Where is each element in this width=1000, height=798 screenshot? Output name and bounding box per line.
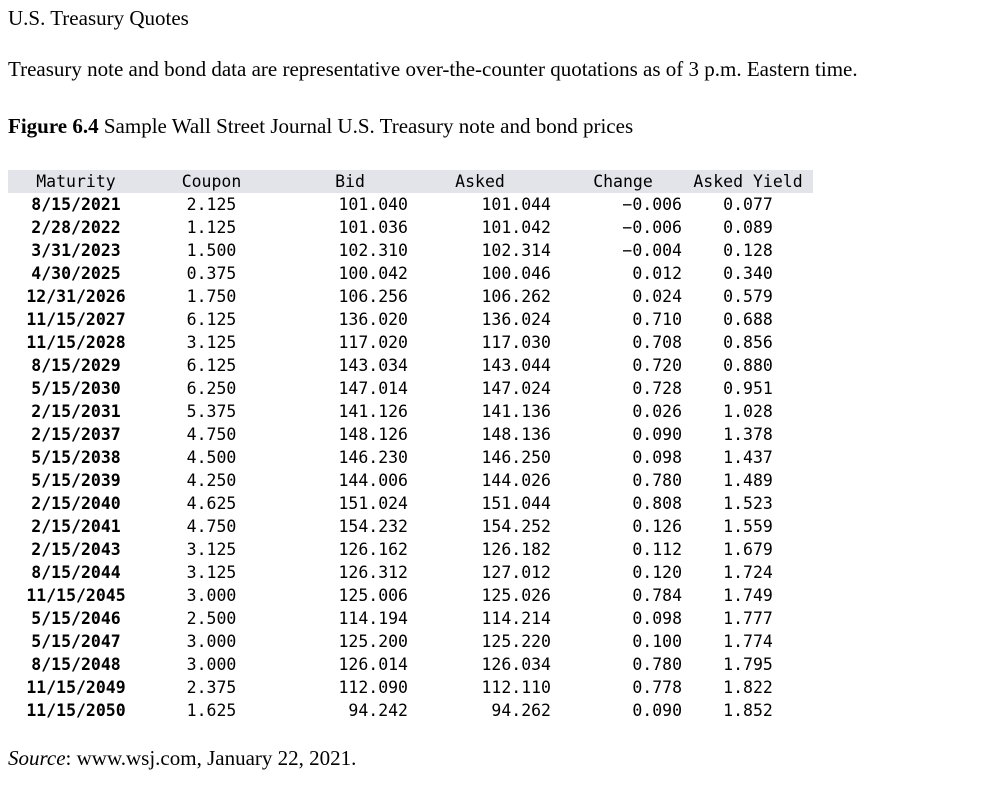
cell-bid: 154.232 bbox=[338, 517, 408, 536]
cell-asked-yield: 1.489 bbox=[723, 471, 773, 490]
header-row bbox=[8, 170, 813, 193]
cell-bid: 126.014 bbox=[338, 655, 408, 674]
cell-asked: 106.262 bbox=[481, 287, 551, 306]
cell-change: 0.098 bbox=[632, 609, 682, 628]
cell-bid: 143.034 bbox=[338, 356, 408, 375]
cell-maturity: 8/15/2029 bbox=[31, 356, 121, 375]
source-label: Source bbox=[8, 746, 66, 770]
cell-asked-yield: 1.749 bbox=[723, 586, 773, 605]
cell-bid: 101.036 bbox=[338, 218, 408, 237]
cell-bid: 144.006 bbox=[338, 471, 408, 490]
cell-maturity: 2/15/2031 bbox=[31, 402, 121, 421]
cell-maturity: 11/15/2027 bbox=[26, 310, 126, 329]
cell-asked: 136.024 bbox=[481, 310, 551, 329]
cell-asked: 141.136 bbox=[481, 402, 551, 421]
figure-caption bbox=[8, 113, 633, 139]
cell-coupon: 3.125 bbox=[186, 563, 237, 582]
cell-asked: 154.252 bbox=[481, 517, 551, 536]
cell-asked: 101.044 bbox=[481, 195, 551, 214]
table-row bbox=[8, 630, 813, 653]
cell-bid: 148.126 bbox=[338, 425, 408, 444]
cell-change: 0.120 bbox=[632, 563, 682, 582]
cell-coupon: 2.125 bbox=[186, 195, 237, 214]
cell-bid: 136.020 bbox=[338, 310, 408, 329]
cell-bid: 125.006 bbox=[338, 586, 408, 605]
cell-asked-yield: 1.679 bbox=[723, 540, 773, 559]
source-text: : www.wsj.com, January 22, 2021. bbox=[65, 746, 357, 770]
treasury-table-container bbox=[8, 170, 813, 722]
table-row bbox=[8, 331, 813, 354]
cell-maturity: 11/15/2045 bbox=[26, 586, 126, 605]
cell-maturity: 11/15/2049 bbox=[26, 678, 126, 697]
header-bid: Bid bbox=[335, 172, 365, 191]
cell-coupon: 1.750 bbox=[186, 287, 237, 306]
header-maturity: Maturity bbox=[36, 172, 116, 191]
cell-coupon: 6.250 bbox=[186, 379, 237, 398]
cell-maturity: 8/15/2044 bbox=[31, 563, 121, 582]
table-row bbox=[8, 538, 813, 561]
table-row bbox=[8, 216, 813, 239]
cell-maturity: 5/15/2038 bbox=[31, 448, 121, 467]
cell-maturity: 4/30/2025 bbox=[31, 264, 121, 283]
cell-change: 0.090 bbox=[632, 701, 682, 720]
cell-asked-yield: 0.951 bbox=[723, 379, 773, 398]
cell-asked-yield: 1.777 bbox=[723, 609, 773, 628]
cell-change: 0.100 bbox=[632, 632, 682, 651]
cell-change: 0.720 bbox=[632, 356, 682, 375]
cell-asked: 112.110 bbox=[481, 678, 551, 697]
cell-change: 0.112 bbox=[632, 540, 682, 559]
cell-coupon: 4.500 bbox=[186, 448, 237, 467]
cell-coupon: 4.250 bbox=[186, 471, 237, 490]
cell-asked: 144.026 bbox=[481, 471, 551, 490]
header-asked-yield: Asked Yield bbox=[693, 172, 803, 191]
source-note bbox=[8, 745, 356, 771]
cell-bid: 106.256 bbox=[338, 287, 408, 306]
cell-asked: 126.182 bbox=[481, 540, 551, 559]
cell-coupon: 5.375 bbox=[186, 402, 237, 421]
cell-asked: 117.030 bbox=[481, 333, 551, 352]
table-row bbox=[8, 285, 813, 308]
table-row bbox=[8, 676, 813, 699]
cell-maturity: 3/31/2023 bbox=[31, 241, 121, 260]
cell-bid: 147.014 bbox=[338, 379, 408, 398]
cell-asked-yield: 0.856 bbox=[723, 333, 773, 352]
cell-asked: 127.012 bbox=[481, 563, 551, 582]
cell-coupon: 1.625 bbox=[186, 701, 237, 720]
cell-change: 0.778 bbox=[632, 678, 682, 697]
cell-bid: 151.024 bbox=[338, 494, 408, 513]
intro-paragraph: Treasury note and bond data are representative over-the-counter quotations as of 3 p.m. Eastern time. bbox=[8, 57, 858, 81]
table-row bbox=[8, 262, 813, 285]
cell-bid: 126.162 bbox=[338, 540, 408, 559]
table-body bbox=[8, 193, 813, 722]
table-row bbox=[8, 515, 813, 538]
cell-asked: 151.044 bbox=[481, 494, 551, 513]
figure-caption-text: Sample Wall Street Journal U.S. Treasury note and bond prices bbox=[103, 114, 634, 138]
cell-coupon: 4.750 bbox=[186, 425, 237, 444]
header-asked: Asked bbox=[455, 172, 505, 191]
cell-change: 0.126 bbox=[632, 517, 682, 536]
cell-maturity: 11/15/2050 bbox=[26, 701, 126, 720]
cell-coupon: 3.000 bbox=[186, 632, 237, 651]
cell-coupon: 3.000 bbox=[186, 655, 237, 674]
cell-coupon: 6.125 bbox=[186, 310, 237, 329]
cell-asked-yield: 0.089 bbox=[723, 218, 773, 237]
table-row bbox=[8, 492, 813, 515]
cell-asked: 125.220 bbox=[481, 632, 551, 651]
cell-maturity: 2/15/2040 bbox=[31, 494, 121, 513]
cell-asked: 143.044 bbox=[481, 356, 551, 375]
cell-maturity: 2/28/2022 bbox=[31, 218, 121, 237]
cell-asked-yield: 1.774 bbox=[723, 632, 773, 651]
page-title: U.S. Treasury Quotes bbox=[8, 6, 189, 30]
table-row bbox=[8, 584, 813, 607]
cell-maturity: 11/15/2028 bbox=[26, 333, 126, 352]
cell-change: 0.710 bbox=[632, 310, 682, 329]
cell-coupon: 2.500 bbox=[186, 609, 237, 628]
table-row bbox=[8, 308, 813, 331]
cell-asked: 101.042 bbox=[481, 218, 551, 237]
cell-bid: 141.126 bbox=[338, 402, 408, 421]
table-row bbox=[8, 653, 813, 676]
table-row bbox=[8, 193, 813, 216]
cell-asked-yield: 1.523 bbox=[723, 494, 773, 513]
table-row bbox=[8, 239, 813, 262]
cell-change: 0.784 bbox=[632, 586, 682, 605]
table-row bbox=[8, 400, 813, 423]
cell-maturity: 5/15/2039 bbox=[31, 471, 121, 490]
cell-asked: 147.024 bbox=[481, 379, 551, 398]
cell-asked: 126.034 bbox=[481, 655, 551, 674]
cell-asked: 102.314 bbox=[481, 241, 551, 260]
table-row bbox=[8, 469, 813, 492]
cell-change: 0.708 bbox=[632, 333, 682, 352]
header-change: Change bbox=[593, 172, 653, 191]
table-row bbox=[8, 699, 813, 722]
cell-change: 0.024 bbox=[632, 287, 682, 306]
cell-maturity: 8/15/2048 bbox=[31, 655, 121, 674]
cell-asked-yield: 0.880 bbox=[723, 356, 773, 375]
cell-asked-yield: 1.028 bbox=[723, 402, 773, 421]
cell-coupon: 4.750 bbox=[186, 517, 237, 536]
cell-coupon: 4.625 bbox=[186, 494, 237, 513]
cell-change: 0.090 bbox=[632, 425, 682, 444]
cell-asked-yield: 1.378 bbox=[723, 425, 773, 444]
cell-asked-yield: 1.795 bbox=[723, 655, 773, 674]
cell-change: 0.012 bbox=[632, 264, 682, 283]
cell-bid: 101.040 bbox=[338, 195, 408, 214]
cell-coupon: 6.125 bbox=[186, 356, 237, 375]
cell-bid: 102.310 bbox=[338, 241, 408, 260]
cell-maturity: 2/15/2041 bbox=[31, 517, 121, 536]
treasury-quotes-table bbox=[8, 170, 813, 722]
cell-change: −0.006 bbox=[622, 218, 682, 237]
table-header bbox=[8, 170, 813, 193]
cell-change: −0.006 bbox=[622, 195, 682, 214]
cell-change: 0.728 bbox=[632, 379, 682, 398]
cell-change: 0.026 bbox=[632, 402, 682, 421]
cell-bid: 100.042 bbox=[338, 264, 408, 283]
cell-asked-yield: 1.852 bbox=[723, 701, 773, 720]
cell-maturity: 5/15/2047 bbox=[31, 632, 121, 651]
cell-bid: 146.230 bbox=[338, 448, 408, 467]
cell-coupon: 3.125 bbox=[186, 333, 237, 352]
table-row bbox=[8, 377, 813, 400]
cell-asked: 125.026 bbox=[481, 586, 551, 605]
cell-maturity: 2/15/2037 bbox=[31, 425, 121, 444]
cell-change: 0.808 bbox=[632, 494, 682, 513]
cell-asked: 100.046 bbox=[481, 264, 551, 283]
cell-asked-yield: 0.340 bbox=[723, 264, 773, 283]
table-row bbox=[8, 423, 813, 446]
cell-maturity: 5/15/2030 bbox=[31, 379, 121, 398]
table-row bbox=[8, 607, 813, 630]
table-row bbox=[8, 354, 813, 377]
cell-asked: 148.136 bbox=[481, 425, 551, 444]
cell-coupon: 3.000 bbox=[186, 586, 237, 605]
cell-bid: 125.200 bbox=[338, 632, 408, 651]
cell-maturity: 2/15/2043 bbox=[31, 540, 121, 559]
cell-bid: 117.020 bbox=[338, 333, 408, 352]
cell-asked: 146.250 bbox=[481, 448, 551, 467]
cell-change: −0.004 bbox=[622, 241, 682, 260]
cell-coupon: 2.375 bbox=[186, 678, 237, 697]
cell-coupon: 3.125 bbox=[186, 540, 237, 559]
cell-asked-yield: 0.128 bbox=[723, 241, 773, 260]
cell-change: 0.780 bbox=[632, 655, 682, 674]
header-coupon: Coupon bbox=[181, 172, 242, 191]
cell-change: 0.098 bbox=[632, 448, 682, 467]
figure-label: Figure 6.4 bbox=[8, 114, 99, 138]
cell-asked-yield: 1.822 bbox=[723, 678, 773, 697]
cell-coupon: 0.375 bbox=[186, 264, 237, 283]
cell-bid: 126.312 bbox=[338, 563, 408, 582]
cell-maturity: 5/15/2046 bbox=[31, 609, 121, 628]
cell-maturity: 8/15/2021 bbox=[31, 195, 121, 214]
cell-maturity: 12/31/2026 bbox=[26, 287, 126, 306]
table-row bbox=[8, 446, 813, 469]
cell-asked-yield: 0.579 bbox=[723, 287, 773, 306]
cell-bid: 114.194 bbox=[338, 609, 408, 628]
cell-change: 0.780 bbox=[632, 471, 682, 490]
cell-asked-yield: 1.724 bbox=[723, 563, 773, 582]
cell-coupon: 1.125 bbox=[186, 218, 237, 237]
cell-asked-yield: 0.077 bbox=[723, 195, 773, 214]
cell-asked: 94.262 bbox=[491, 701, 551, 720]
cell-asked-yield: 1.437 bbox=[723, 448, 773, 467]
cell-bid: 94.242 bbox=[348, 701, 408, 720]
table-row bbox=[8, 561, 813, 584]
cell-asked: 114.214 bbox=[481, 609, 551, 628]
cell-bid: 112.090 bbox=[338, 678, 408, 697]
cell-asked-yield: 1.559 bbox=[723, 517, 773, 536]
cell-coupon: 1.500 bbox=[186, 241, 237, 260]
cell-asked-yield: 0.688 bbox=[723, 310, 773, 329]
